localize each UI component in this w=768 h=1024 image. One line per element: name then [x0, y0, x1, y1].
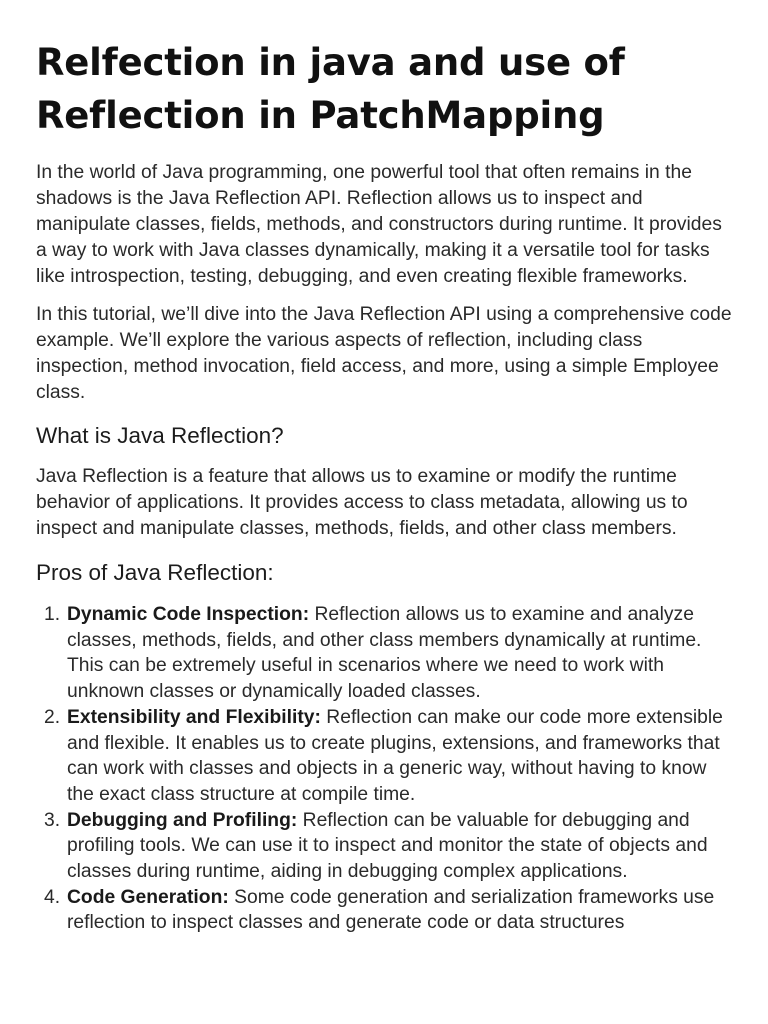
list-item-number: 3. — [44, 809, 61, 831]
list-item — [36, 602, 736, 705]
section-heading-pros: Pros of Java Reflection: — [36, 560, 274, 585]
list-item-text: Some code generation and serialization frameworks use reflection to inspect classes and generate code or data structures — [67, 886, 715, 934]
pros-list — [36, 602, 736, 936]
list-item — [36, 705, 736, 808]
list-item — [36, 808, 736, 885]
intro-paragraph: In the world of Java programming, one powerful tool that often remains in the shadows is the Java Reflection API. Reflection allows us to inspect and manipulate classes, fields, methods, and constructors during runtime. It provides a way to work with Java classes dynamically, making it a versatile tool for tasks like introspection, testing, debugging, and even creating flexible frameworks. — [36, 162, 722, 287]
intro-paragraph: In this tutorial, we’ll dive into the Java Reflection API using a comprehensive code example. We’ll explore the various aspects of reflection, including class inspection, method invocation, field access, and more, using a simple Employee class. — [36, 304, 732, 403]
article-title: Relfection in java and use of Reflection in PatchMapping — [36, 41, 625, 137]
list-item — [36, 885, 736, 936]
section-heading-what-is-reflection: What is Java Reflection? — [36, 423, 284, 448]
list-item-number: 2. — [44, 706, 61, 728]
list-item-text: Reflection allows us to examine and analyze classes, methods, fields, and other class members dynamically at runtime. This can be extremely useful in scenarios where we need to work with unknown classes or dynamically loaded classes. — [67, 604, 702, 703]
list-item-number: 4. — [44, 886, 61, 908]
list-item-title: Dynamic Code Inspection: — [67, 604, 310, 625]
list-item-number: 1. — [44, 604, 61, 625]
list-item-title: Extensibility and Flexibility: — [67, 706, 321, 728]
article — [36, 0, 736, 936]
list-item-body — [67, 602, 736, 705]
list-item-text: Reflection can make our code more extensible and flexible. It enables us to create plugins, extensions, and frameworks that can work with classes and objects in a generic way, without having to know the exact class structure at compile time. — [67, 706, 723, 805]
list-item-body — [67, 808, 736, 885]
list-item-title: Code Generation: — [67, 886, 229, 908]
list-item-body — [67, 885, 736, 936]
list-item-text: Reflection can be valuable for debugging and profiling tools. We can use it to inspect and monitor the state of objects and classes during runtime, aiding in debugging complex applications. — [67, 809, 708, 883]
list-item-title: Debugging and Profiling: — [67, 809, 298, 831]
list-item-body — [67, 705, 736, 808]
section-paragraph: Java Reflection is a feature that allows us to examine or modify the runtime behavior of applications. It provides access to class metadata, allowing us to inspect and manipulate classes, methods, fields, and other class members. — [36, 466, 688, 539]
